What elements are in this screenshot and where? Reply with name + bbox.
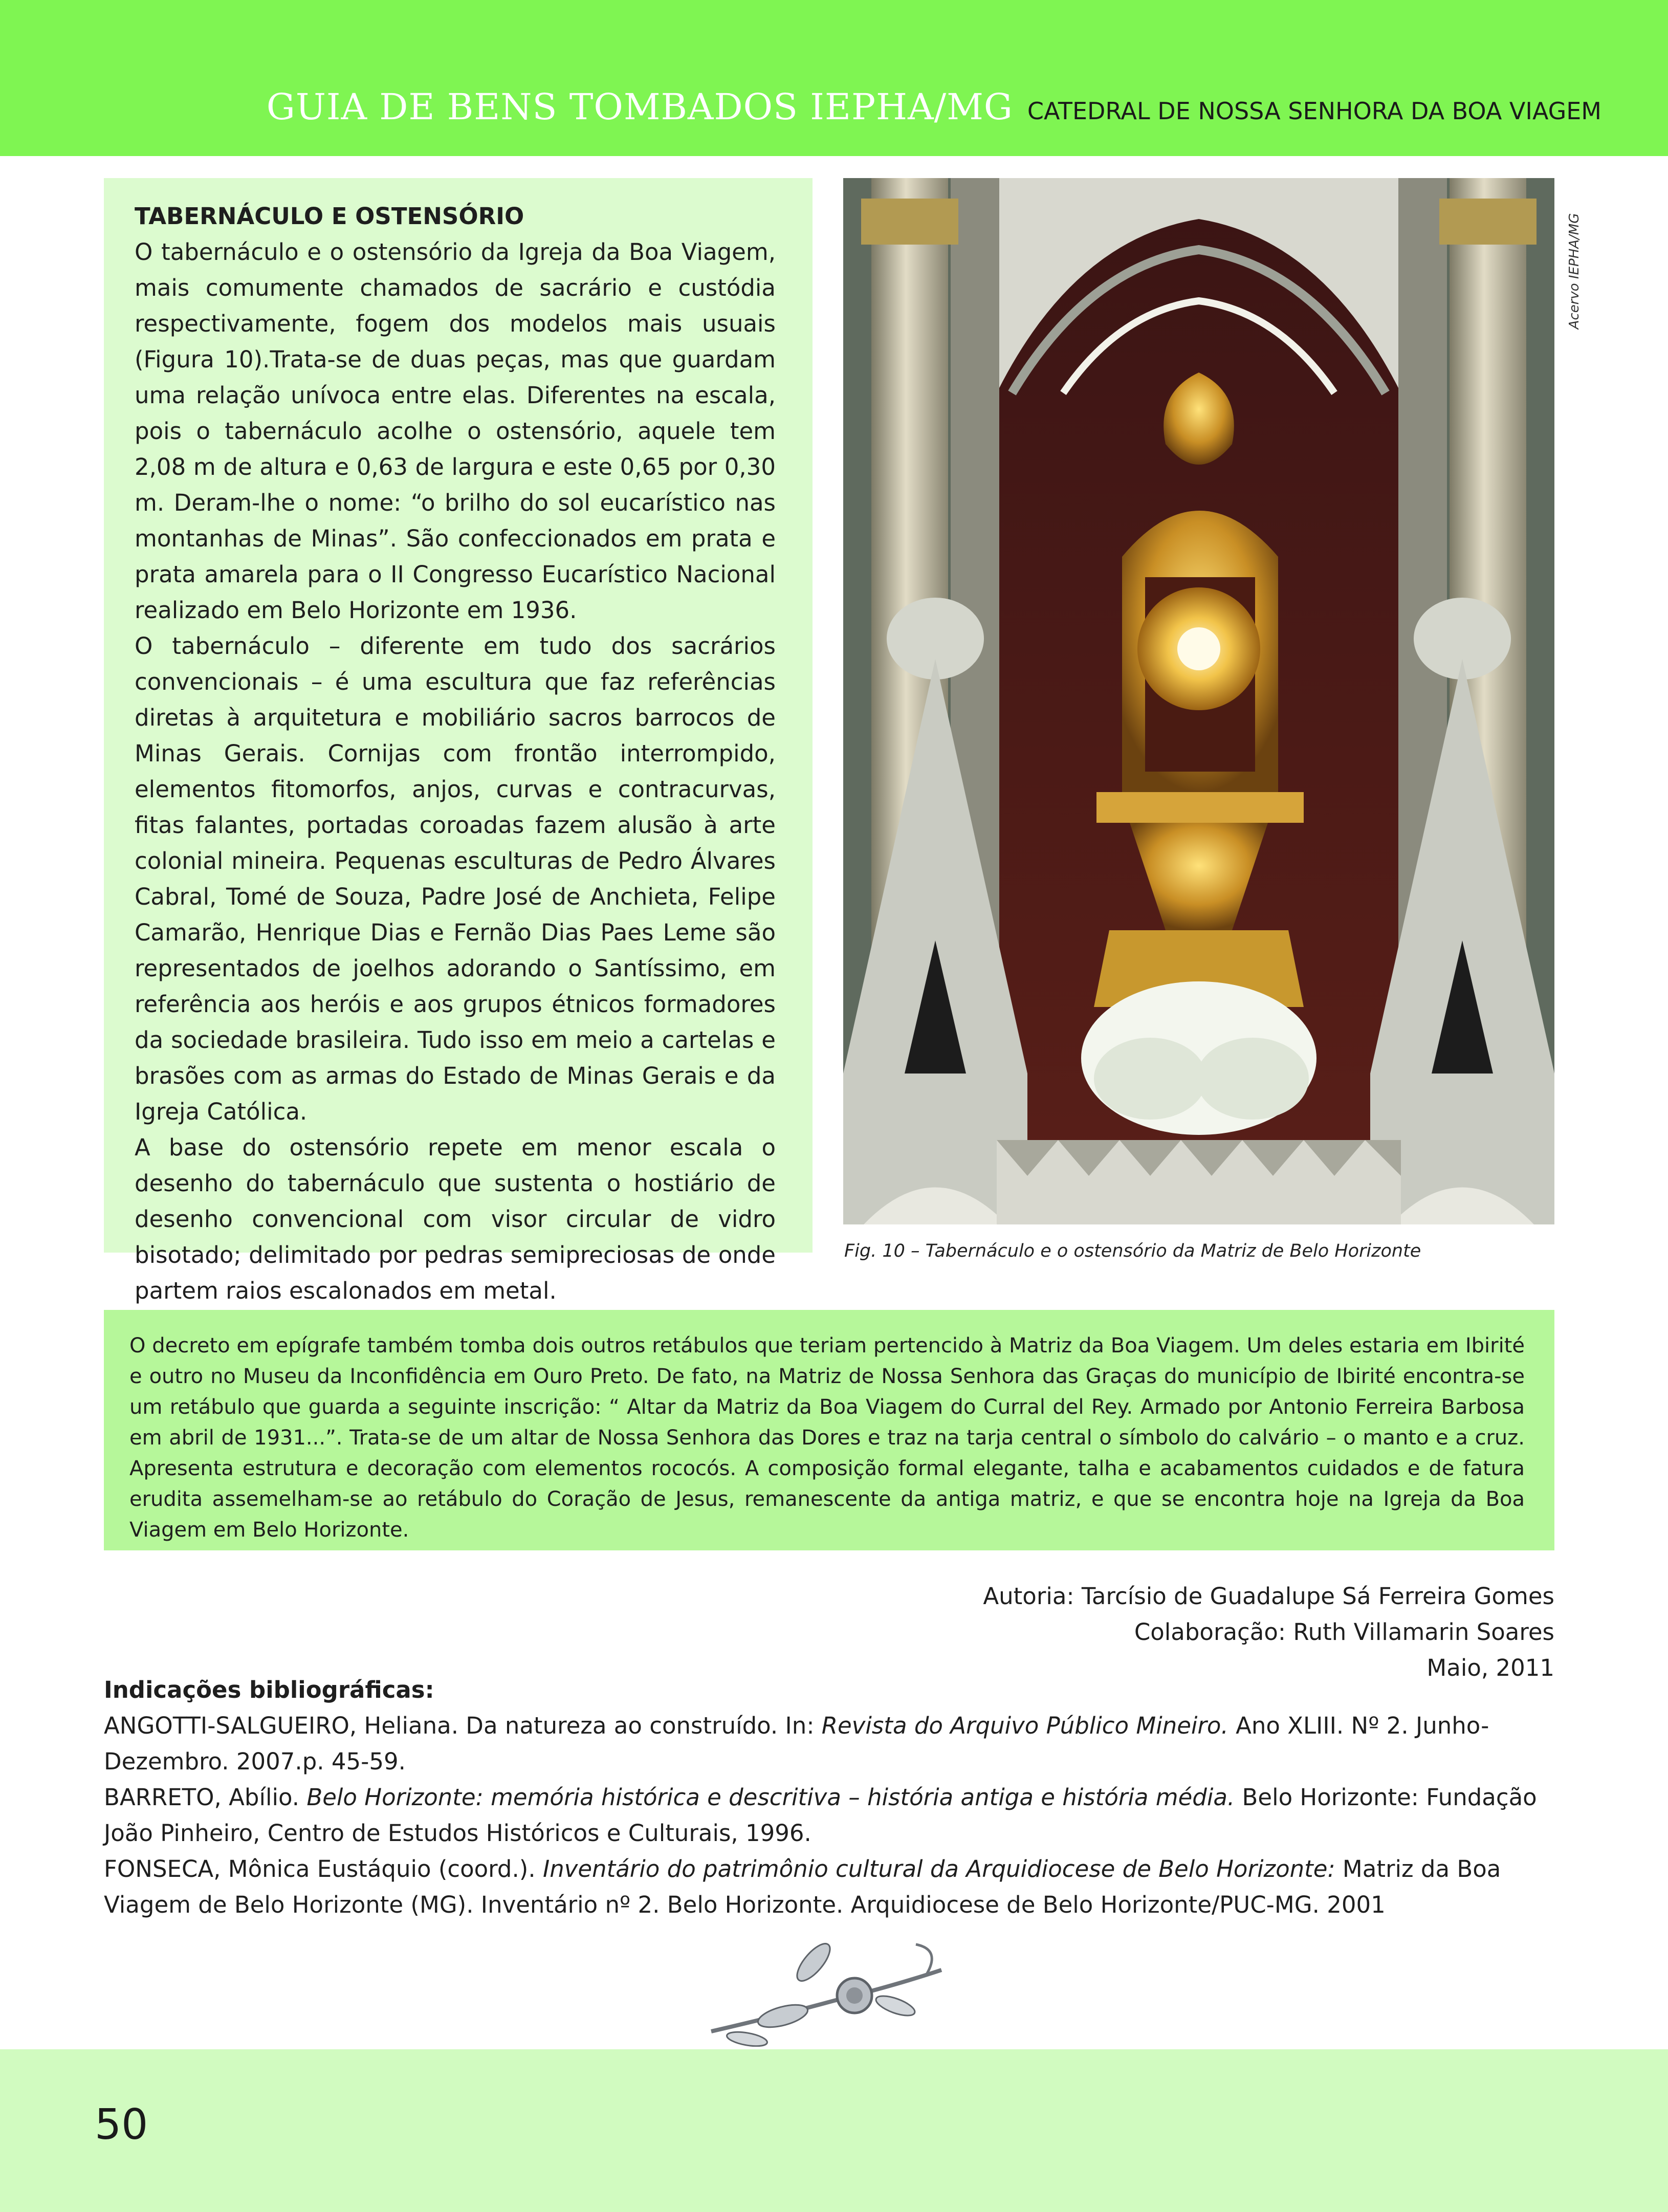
- page-number: 50: [95, 2100, 148, 2149]
- paragraph-3: A base do ostensório repete em menor escala o desenho do tabernáculo que sustenta o hostiário de desenho convencional com visor circular de vidro bisotado; delimitado por pedras semipreciosas de onde partem raios escalonados em metal.: [135, 1134, 776, 1304]
- guide-title: GUIA DE BENS TOMBADOS IEPHA/MG: [266, 86, 1013, 128]
- bibliography-title: Indicações bibliográficas:: [104, 1676, 434, 1703]
- author: Autoria: Tarcísio de Guadalupe Sá Ferreira Gomes: [983, 1583, 1554, 1610]
- collaboration: Colaboração: Ruth Villamarin Soares: [1134, 1618, 1554, 1646]
- decree-note-text: O decreto em epígrafe também tomba dois outros retábulos que teriam pertencido à Matriz da Boa Viagem. Um deles estaria em Ibirité e outro no Museu da Inconfidência em Ouro Preto. De fato, na Matriz de Nossa Senhora das Graças do município de Ibirité encontra-se um retábulo que guarda a seguinte inscrição: “ Altar da Matriz da Boa Viagem do Curral del Rey. Armado por Antonio Ferreira Barbosa em abril de 1931...”. Trata-se de um altar de Nossa Senhora das Dores e traz na tarja central o símbolo do calvário – o manto e a cruz. Apresenta estrutura e decoração com elementos rococós. A composição formal elegante, talha e acabamentos cuidados e de fatura erudita assemelham-se ao retábulo do Coração de Jesus, remanescente da antiga matriz, e que se encontra hoje na Igreja da Boa Viagem em Belo Horizonte.: [129, 1334, 1525, 1542]
- tabernacle-section: [104, 178, 813, 1304]
- header-bar: [0, 0, 1668, 156]
- paragraph-2: O tabernáculo – diferente em tudo dos sacrários convencionais – é uma escultura que faz referências diretas à arquitetura e mobiliário sacros barrocos de Minas Gerais. Cornijas com frontão interrompido, elementos fitomorfos, anjos, curvas e contracurvas, fitas falantes, portadas coroadas fazem alusão à arte colonial mineira. Pequenas esculturas de Pedro Álvares Cabral, Tomé de Souza, Padre José de Anchieta, Felipe Camarão, Henrique Dias e Fernão Dias Paes Leme são representados de joelhos adorando o Santíssimo, em referência aos heróis e aos grupos étnicos formadores da sociedade brasileira. Tudo isso em meio a cartelas e brasões com as armas do Estado de Minas Gerais e da Igreja Católica.: [135, 632, 776, 1125]
- decree-note-box: [104, 1310, 1554, 1550]
- section-title: TABERNÁCULO E OSTENSÓRIO: [135, 203, 524, 230]
- rose-ornament-icon: [701, 1939, 957, 2047]
- date: Maio, 2011: [1426, 1654, 1554, 1681]
- authorship-block: [983, 1579, 1554, 1686]
- bibliography-entry: ANGOTTI-SALGUEIRO, Heliana. Da natureza ao construído. In: Revista do Arquivo Público Mineiro. Ano XLIII. Nº 2. Junho-Dezembro. 2007.p. 45-59.: [104, 1712, 1489, 1775]
- bibliography-entry: FONSECA, Mônica Eustáquio (coord.). Inventário do patrimônio cultural da Arquidiocese de Belo Horizonte: Matriz da Boa Viagem de Belo Horizonte (MG). Inventário nº 2. Belo Horizonte. Arquidiocese de Belo Horizonte/PUC-MG. 2001: [104, 1855, 1501, 1918]
- header-title: [267, 86, 1601, 128]
- footer-bar: [0, 2049, 1668, 2212]
- bibliography: [104, 1672, 1554, 1923]
- figure-caption: Fig. 10 – Tabernáculo e o ostensório da Matriz de Belo Horizonte: [844, 1241, 1421, 1261]
- building-title: CATEDRAL DE NOSSA SENHORA DA BOA VIAGEM: [1027, 97, 1601, 125]
- photo-credit: Acervo IEPHA/MG: [1567, 213, 1582, 330]
- tabernacle-photo: [843, 178, 1554, 1224]
- paragraph-1: O tabernáculo e o ostensório da Igreja da Boa Viagem, mais comumente chamados de sacrário e custódia respectivamente, fogem dos modelos mais usuais (Figura 10).Trata-se de duas peças, mas que guardam uma relação unívoca entre elas. Diferentes na escala, pois o tabernáculo acolhe o ostensório, aquele tem 2,08 m de altura e 0,63 de largura e este 0,65 por 0,30 m. Deram-lhe o nome: “o brilho do sol eucarístico nas montanhas de Minas”. São confeccionados em prata e prata amarela para o II Congresso Eucarístico Nacional realizado em Belo Horizonte em 1936.: [135, 238, 776, 624]
- bibliography-entry: BARRETO, Abílio. Belo Horizonte: memória histórica e descritiva – história antiga e história média. Belo Horizonte: Fundação João Pinheiro, Centro de Estudos Históricos e Culturais, 1996.: [104, 1784, 1537, 1847]
